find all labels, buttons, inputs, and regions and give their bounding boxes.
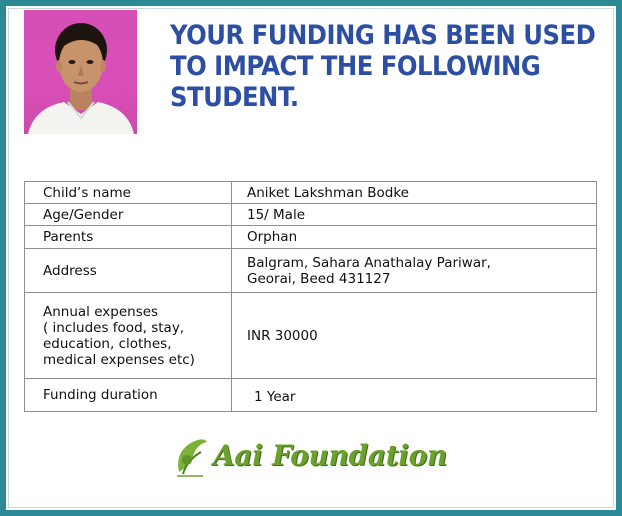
table-row [25, 182, 597, 204]
row-label-address: Address [25, 249, 232, 293]
expenses-label-line-1: Annual expenses [43, 303, 159, 320]
leaf-emblem-icon [173, 436, 211, 478]
expenses-label-line-4: medical expenses etc) [43, 351, 195, 368]
table-row [25, 226, 597, 249]
table-row [25, 204, 597, 226]
row-label-annual-expenses [25, 293, 232, 379]
expenses-label-line-3: education, clothes, [43, 335, 172, 352]
row-value-parents: Orphan [232, 226, 597, 249]
row-label-age-gender: Age/Gender [25, 204, 232, 226]
row-value-child-name: Aniket Lakshman Bodke [232, 182, 597, 204]
expenses-label-line-2: ( includes food, stay, [43, 319, 185, 336]
row-value-annual-expenses: INR 30000 [232, 293, 597, 379]
row-value-address [232, 249, 597, 293]
address-line-2: Georai, Beed 431127 [247, 270, 391, 287]
row-label-funding-duration: Funding duration [25, 379, 232, 412]
student-info-table [24, 181, 597, 412]
headline: YOUR FUNDING HAS BEEN USED TO IMPACT THE FOLLOWING STUDENT. [170, 20, 596, 113]
table-row [25, 249, 597, 293]
row-value-funding-duration: 1 Year [232, 379, 597, 412]
student-photo [24, 10, 137, 134]
aai-foundation-logo [173, 436, 453, 480]
row-value-age-gender: 15/ Male [232, 204, 597, 226]
table-row [25, 293, 597, 379]
row-label-parents: Parents [25, 226, 232, 249]
logo-text: Aai Foundation [213, 439, 448, 472]
table-row [25, 379, 597, 412]
address-line-1: Balgram, Sahara Anathalay Pariwar, [247, 254, 491, 271]
row-label-child-name: Child’s name [25, 182, 232, 204]
